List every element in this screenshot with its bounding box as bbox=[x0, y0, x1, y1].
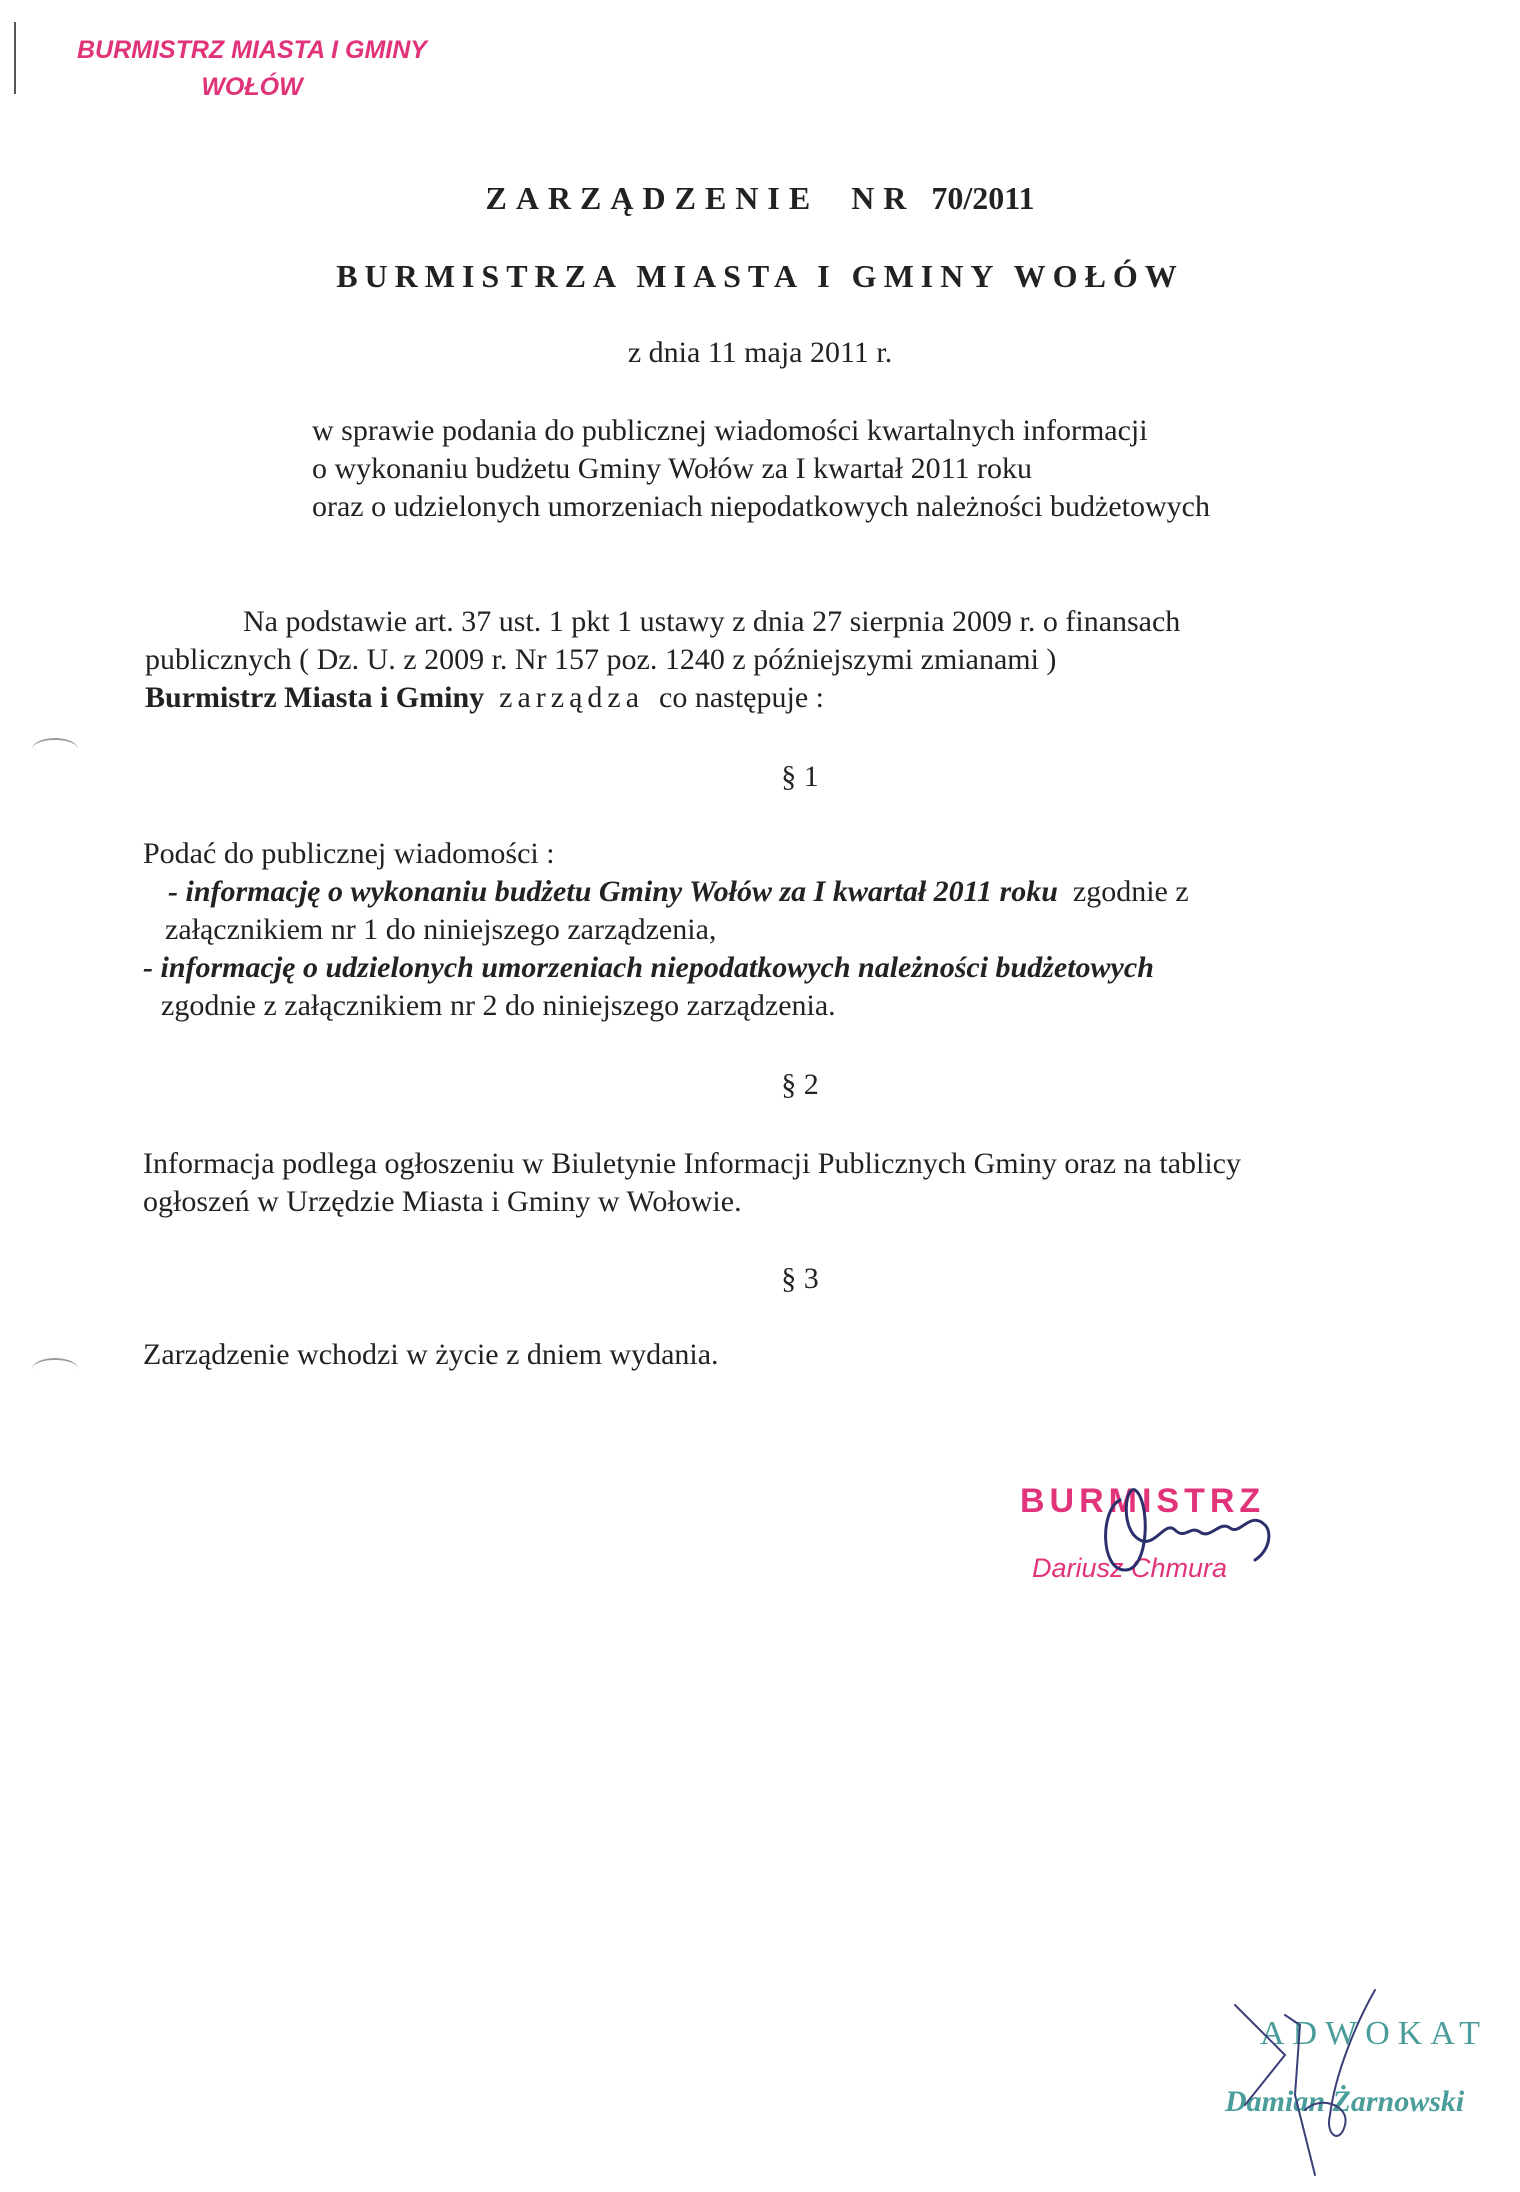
section-2-line2: ogłoszeń w Urzędzie Miasta i Gminy w Wołowie. bbox=[143, 1185, 742, 1218]
section-2-line1: Informacja podlega ogłoszeniu w Biuletynie Informacji Publicznych Gminy oraz na tablicy bbox=[143, 1147, 1241, 1180]
section-1-item-1-cont: załącznikiem nr 1 do niniejszego zarządzenia, bbox=[165, 913, 717, 946]
section-2-body bbox=[143, 1145, 1403, 1221]
lawyer-stamp-name: Damian Żarnowski bbox=[1225, 2085, 1465, 2118]
legal-basis-verb: zarządza bbox=[499, 681, 645, 714]
document-authority bbox=[0, 258, 1520, 295]
mayor-signature-icon bbox=[1080, 1470, 1300, 1610]
legal-basis-line1: Na podstawie art. 37 ust. 1 pkt 1 ustawy z dnia 27 sierpnia 2009 r. o finansach bbox=[243, 605, 1181, 638]
document-date: z dnia 11 maja 2011 r. bbox=[627, 336, 893, 369]
legal-basis bbox=[145, 603, 1345, 717]
doc-type: ZARZĄDZENIE bbox=[485, 180, 820, 216]
lawyer-signature-icon bbox=[1225, 1985, 1445, 2185]
lawyer-stamp-role: ADWOKAT bbox=[1260, 2015, 1488, 2052]
number-prefix: NR bbox=[851, 180, 916, 216]
item-1-emphasis: - informację o wykonaniu budżetu Gminy Wołów za I kwartał 2011 roku bbox=[168, 875, 1058, 908]
subject-line: w sprawie podania do publicznej wiadomości kwartalnych informacji bbox=[312, 414, 1148, 447]
scan-edge-line bbox=[14, 22, 16, 94]
office-stamp bbox=[52, 36, 452, 102]
mayor-stamp-name: Dariusz Chmura bbox=[1032, 1553, 1228, 1583]
section-mark-1: § 1 bbox=[781, 760, 819, 793]
item-1-rest: zgodnie z bbox=[1072, 875, 1189, 908]
punch-hole-mark bbox=[32, 1358, 78, 1380]
legal-basis-line3 bbox=[145, 679, 1345, 717]
section-1-item-2-cont: zgodnie z załącznikiem nr 2 do niniejszego zarządzenia. bbox=[161, 989, 836, 1022]
legal-basis-tail: co następuje : bbox=[659, 681, 824, 714]
punch-hole-mark bbox=[32, 738, 78, 760]
section-mark-3: § 3 bbox=[781, 1262, 819, 1295]
authority-text: BURMISTRZA MIASTA I GMINY WOŁÓW bbox=[336, 258, 1184, 294]
office-stamp-line2: WOŁÓW bbox=[201, 73, 303, 101]
document-number: 70/2011 bbox=[931, 180, 1035, 216]
legal-basis-actor: Burmistrz Miasta i Gminy bbox=[145, 681, 485, 714]
section-1-item-1 bbox=[143, 873, 1393, 911]
document-title bbox=[0, 180, 1520, 217]
section-1-item-2 bbox=[143, 949, 1393, 987]
subject-block bbox=[312, 412, 1210, 526]
mayor-stamp-role: BURMISTRZ bbox=[1020, 1482, 1266, 1520]
legal-basis-line2: publicznych ( Dz. U. z 2009 r. Nr 157 poz. 1240 z późniejszymi zmianami ) bbox=[145, 643, 1057, 676]
section-3-body: Zarządzenie wchodzi w życie z dniem wydania. bbox=[143, 1338, 719, 1371]
office-stamp-line1: BURMISTRZ MIASTA I GMINY bbox=[77, 36, 427, 64]
section-1-body bbox=[143, 835, 1393, 1025]
subject-line: o wykonaniu budżetu Gminy Wołów za I kwartał 2011 roku bbox=[312, 452, 1032, 485]
section-mark-2: § 2 bbox=[781, 1068, 819, 1101]
subject-line: oraz o udzielonych umorzeniach niepodatkowych należności budżetowych bbox=[312, 490, 1210, 523]
section-1-intro: Podać do publicznej wiadomości : bbox=[143, 837, 555, 870]
item-2-emphasis: - informację o udzielonych umorzeniach niepodatkowych należności budżetowych bbox=[143, 951, 1154, 984]
